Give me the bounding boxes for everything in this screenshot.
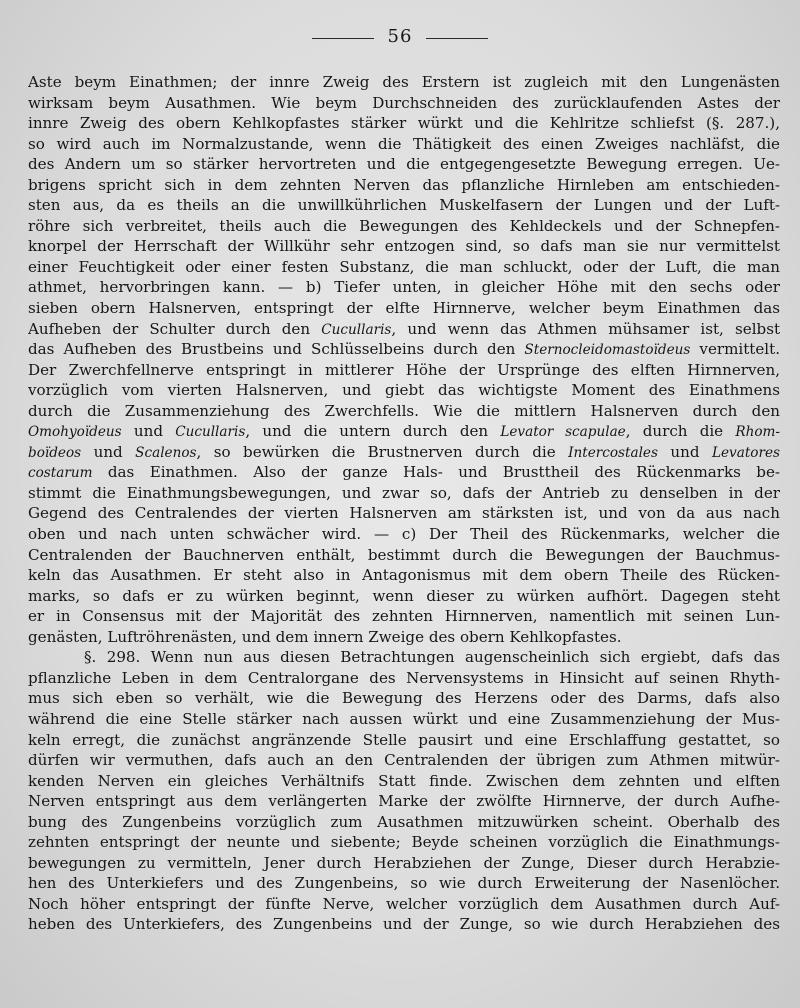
text-segment: das Einathmen. Also der ganze Hals- und Brusttheil des Rückenmarks be-: [92, 463, 780, 482]
italic-term: Rhom-: [735, 424, 780, 441]
text-segment: und: [81, 442, 136, 461]
italic-term: Sternocleidomastoïdeus: [524, 342, 691, 359]
text-line: [28, 668, 780, 689]
text-line: [28, 586, 780, 607]
text-segment: mus sich eben so verhält, wie die Bewegung des Herzens oder des Darms, dafs also: [28, 689, 780, 708]
text-line: [28, 462, 780, 483]
text-segment: brigens spricht sich in dem zehnten Nerven das pflanzliche Hirnleben am entschieden-: [28, 175, 780, 194]
text-segment: , und die untern durch den: [245, 422, 501, 441]
text-segment: stimmt die Einathmungsbewegungen, und zwar so, dafs der Antrieb zu denselben in der: [28, 483, 780, 502]
text-line: [28, 812, 780, 833]
text-segment: knorpel der Herrschaft der Willkühr sehr entzogen sind, so dafs man sie nur vermittelst: [28, 237, 780, 256]
text-segment: röhre sich verbreitet, theils auch die Bewegungen des Kehldeckels und der Schnepfen-: [28, 216, 780, 235]
text-segment: heben des Unterkiefers, des Zungenbeins und der Zunge, so wie durch Herabziehen des: [28, 915, 780, 934]
text-segment: einer Feuchtigkeit oder einer festen Substanz, die man schluckt, oder der Luft, die man: [28, 257, 780, 276]
text-segment: Aufheben der Schulter durch den: [28, 319, 322, 338]
italic-term: Scalenos: [135, 444, 197, 461]
text-segment: keln erregt, die zunächst angränzende Stelle pausirt und eine Erschlaffung gestattet, so: [28, 730, 780, 749]
text-segment: Noch höher entspringt der fünfte Nerve, welcher vorzüglich dem Ausathmen durch Auf-: [28, 894, 780, 913]
text-line: [28, 154, 780, 175]
text-line: [28, 93, 780, 114]
body-text: [28, 72, 780, 935]
text-line: [28, 298, 780, 319]
text-line: [28, 216, 780, 237]
text-segment: keln das Ausathmen. Er steht also in Antagonismus mit dem obern Theile des Rücken-: [28, 566, 780, 585]
italic-term: Cucullaris: [175, 424, 246, 441]
text-line: [28, 339, 780, 360]
text-segment: während die eine Stelle stärker nach aussen würkt und eine Zusammenziehung der Mus-: [28, 709, 780, 728]
text-line: [28, 134, 780, 155]
text-segment: pflanzliche Leben in dem Centralorgane des Nervensystems in Hinsicht auf seinen Rhyth-: [28, 668, 780, 687]
text-line: [28, 750, 780, 771]
text-line: [28, 72, 780, 93]
text-segment: sten aus, da es theils an die unwillkührlichen Muskelfasern der Lungen und der Luft-: [28, 196, 780, 215]
text-line: [28, 853, 780, 874]
text-segment: Der Zwerchfellnerve entspringt in mittlerer Höhe der Ursprünge des elften Hirnnerven,: [28, 360, 780, 379]
text-segment: bewegungen zu vermitteln, Jener durch Herabziehen der Zunge, Dieser durch Herabzie-: [28, 853, 780, 872]
header-rule-right: [426, 38, 488, 39]
text-segment: durch die Zusammenziehung des Zwerchfells. Wie die mittlern Halsnerven durch den: [28, 401, 780, 420]
text-segment: , durch die: [625, 422, 736, 441]
italic-term: boïdeos: [28, 444, 82, 461]
text-line: [28, 627, 780, 648]
text-segment: athmet, hervorbringen kann. — b) Tiefer unten, in gleicher Höhe mit den sechs oder: [28, 278, 780, 297]
text-line: [28, 195, 780, 216]
text-line: [28, 483, 780, 504]
italic-term: Cucullaris: [321, 321, 392, 338]
italic-term: Levator scapulae: [500, 424, 626, 441]
text-line: [28, 647, 780, 668]
text-segment: , so bewürken die Brustnerven durch die: [196, 442, 569, 461]
text-line: [28, 524, 780, 545]
text-segment: kenden Nerven ein gleiches Verhältnifs Statt finde. Zwischen dem zehnten und elften: [28, 771, 780, 790]
text-segment: wirksam beym Ausathmen. Wie beym Durchschneiden des zurücklaufenden Astes der: [28, 93, 780, 112]
text-line: [28, 914, 780, 935]
text-segment: dürfen wir vermuthen, dafs auch an den Centralenden der übrigen zum Athmen mitwür-: [28, 751, 780, 770]
text-segment: Aste beym Einathmen; der innre Zweig des Erstern ist zugleich mit den Lungenästen: [28, 73, 780, 91]
text-line: [28, 873, 780, 894]
text-segment: §. 298. Wenn nun aus diesen Betrachtungen augenscheinlich sich ergiebt, dafs das: [84, 648, 780, 667]
text-line: [28, 421, 780, 442]
text-line: [28, 277, 780, 298]
text-line: [28, 832, 780, 853]
text-line: [28, 606, 780, 627]
text-segment: vorzüglich vom vierten Halsnerven, und giebt das wichtigste Moment des Einathmens: [28, 381, 780, 400]
text-line: [28, 565, 780, 586]
text-segment: Gegend des Centralendes der vierten Halsnerven am stärksten ist, und von da aus nach: [28, 504, 780, 523]
italic-term: costarum: [28, 465, 93, 482]
text-line: [28, 709, 780, 730]
header-rule-left: [312, 38, 374, 39]
text-segment: so wird auch im Normalzustande, wenn die Thätigkeit des einen Zweiges nachläfst, die: [28, 134, 780, 153]
text-segment: sieben obern Halsnerven, entspringt der elfte Hirnnerve, welcher beym Einathmen das: [28, 299, 780, 318]
page-header: [0, 26, 800, 47]
text-segment: oben und nach unten schwächer wird. — c) Der Theil des Rückenmarks, welcher die: [28, 525, 780, 544]
text-line: [28, 175, 780, 196]
text-segment: Nerven entspringt aus dem verlängerten Marke der zwölfte Hirnnerve, der durch Aufhe-: [28, 792, 780, 811]
text-segment: Centralenden der Bauchnerven enthält, bestimmt durch die Bewegungen der Bauchmus-: [28, 545, 780, 564]
page-number: 56: [387, 26, 413, 47]
text-line: [28, 236, 780, 257]
text-segment: zehnten entspringt der neunte und siebente; Beyde scheinen vorzüglich die Einathmungs-: [28, 833, 780, 852]
text-line: [28, 771, 780, 792]
text-line: [28, 545, 780, 566]
text-line: [28, 319, 780, 340]
text-segment: er in Consensus mit der Majorität des zehnten Hirnnerven, namentlich mit seinen Lun-: [28, 607, 780, 626]
text-line: [28, 401, 780, 422]
italic-term: Omohyoïdeus: [28, 424, 122, 441]
text-segment: und: [657, 442, 712, 461]
italic-term: Levatores: [711, 444, 780, 461]
text-segment: bung des Zungenbeins vorzüglich zum Ausathmen mitzuwürken scheint. Oberhalb des: [28, 812, 780, 831]
text-segment: , und wenn das Athmen mühsamer ist, selbst: [391, 319, 780, 338]
text-segment: des Andern um so stärker hervortreten und die entgegengesetzte Bewegung erregen. Ue-: [28, 155, 780, 174]
text-line: [28, 894, 780, 915]
text-segment: marks, so dafs er zu würken beginnt, wenn dieser zu würken aufhört. Dagegen steht: [28, 586, 780, 605]
text-line: [28, 503, 780, 524]
text-segment: hen des Unterkiefers und des Zungenbeins, so wie durch Erweiterung der Nasenlöcher.: [28, 874, 780, 893]
text-line: [28, 442, 780, 463]
italic-term: Intercostales: [568, 444, 658, 461]
text-line: [28, 113, 780, 134]
text-segment: genästen, Luftröhrenästen, und dem innern Zweige des obern Kehlkopfastes.: [28, 627, 622, 646]
text-segment: das Aufheben des Brustbeins und Schlüsselbeins durch den: [28, 340, 525, 359]
text-line: [28, 257, 780, 278]
text-segment: vermittelt.: [690, 340, 780, 359]
text-segment: innre Zweig des obern Kehlkopfastes stärker würkt und die Kehlritze schliefst (§. 287.),: [28, 114, 780, 133]
text-line: [28, 730, 780, 751]
text-line: [28, 688, 780, 709]
text-line: [28, 380, 780, 401]
text-line: [28, 360, 780, 381]
text-line: [28, 791, 780, 812]
text-segment: und: [121, 422, 176, 441]
